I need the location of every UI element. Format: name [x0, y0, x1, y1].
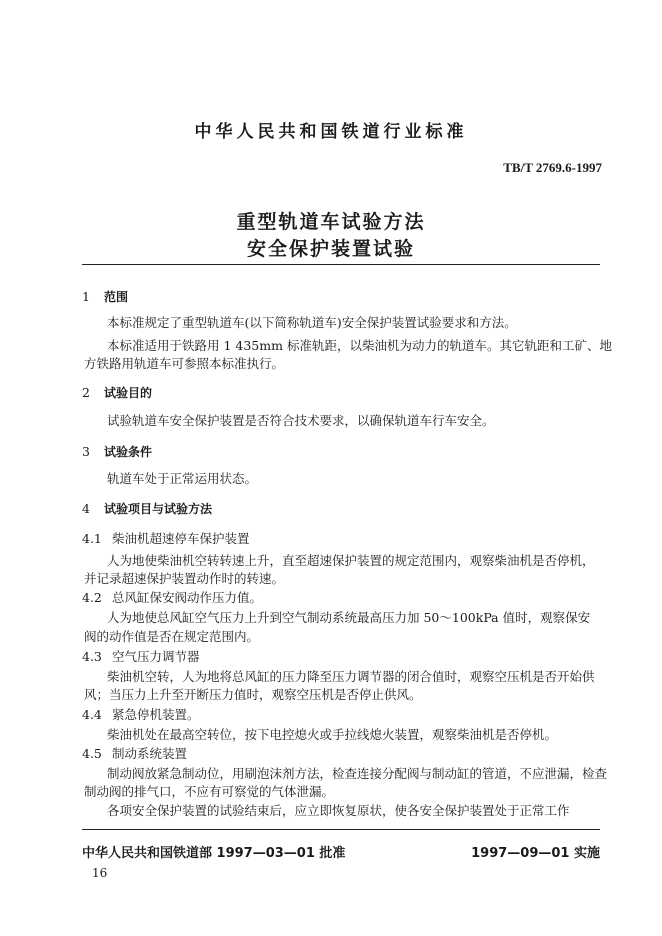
section-label: 试验目的 [104, 386, 153, 400]
paragraph: 方铁路用轨道车可参照本标准执行。 [84, 356, 285, 371]
paragraph: 阀的动作值是否在规定范围内。 [84, 629, 260, 644]
paragraph: 轨道车处于正常运用状态。 [107, 471, 258, 486]
paragraph: 本标准适用于铁路用 1 435mm 标准轨距，以柴油机为动力的轨道车。其它轨距和工矿、地 [107, 338, 612, 353]
paragraph: 制动阀的排气口，不应有可察觉的气体泄漏。 [84, 784, 335, 799]
section-4-heading [82, 502, 212, 516]
implementation-date: 1997—09—01 实施 [471, 846, 600, 861]
section-number: 3 [82, 444, 90, 459]
subsection-label: 制动系统装置 [112, 746, 188, 761]
section-2-heading [82, 386, 152, 400]
paragraph: 本标准规定了重型轨道车(以下简称轨道车)安全保护装置试验要求和方法。 [107, 315, 517, 330]
paragraph: 制动阀放紧急制动位，用刷泡沫剂方法，检查连接分配阀与制动缸的管道，不应泄漏，检查 [107, 766, 608, 781]
section-label: 试验条件 [104, 445, 153, 459]
section-number: 1 [82, 289, 90, 304]
subsection-number: 4.3 [82, 649, 102, 664]
subsection-4-5-heading [82, 747, 187, 761]
paragraph: 柴油机空转，人为地将总风缸的压力降至压力调节器的闭合值时，观察空压机是否开始供 [107, 669, 595, 684]
subsection-4-1-heading [82, 532, 250, 546]
section-number: 4 [82, 501, 90, 516]
subsection-label: 空气压力调节器 [112, 649, 200, 664]
subsection-number: 4.1 [82, 531, 102, 546]
subsection-number: 4.5 [82, 746, 102, 761]
section-label: 试验项目与试验方法 [104, 502, 213, 516]
subsection-4-4-heading [82, 708, 200, 722]
subsection-4-2-heading [82, 591, 262, 605]
paragraph: 风；当压力上升至开断压力值时，观察空压机是否停止供风。 [84, 687, 422, 702]
subsection-number: 4.4 [82, 707, 102, 722]
section-1-heading [82, 290, 128, 304]
paragraph: 并记录超速保护装置动作时的转速。 [84, 571, 285, 586]
section-number: 2 [82, 385, 90, 400]
subsection-label: 紧急停机装置。 [112, 707, 200, 722]
page-number: 16 [92, 866, 108, 880]
paragraph: 柴油机处在最高空转位，按下电控熄火或手拉线熄火装置，观察柴油机是否停机。 [107, 727, 558, 742]
subsection-number: 4.2 [82, 590, 102, 605]
title-rule [82, 264, 600, 265]
paragraph: 试验轨道车安全保护装置是否符合技术要求，以确保轨道车行车安全。 [107, 413, 495, 428]
section-label: 范围 [104, 290, 129, 304]
document-title: 重型轨道车试验方法 [236, 211, 426, 233]
subsection-label: 总风缸保安阀动作压力值。 [112, 590, 263, 605]
issuing-authority-header: 中华人民共和国铁道行业标准 [194, 122, 468, 142]
paragraph: 人为地使柴油机空转转速上升，直至超速保护装置的规定范围内，观察柴油机是否停机， [107, 553, 595, 568]
document-subtitle: 安全保护装置试验 [246, 238, 415, 260]
subsection-label: 柴油机超速停车保护装置 [112, 531, 250, 546]
approval-line: 中华人民共和国铁道部 1997—03—01 批准 [82, 846, 346, 861]
standard-code: TB/T 2769.6-1997 [503, 160, 602, 175]
paragraph: 人为地使总风缸空气压力上升到空气制动系统最高压力加 50～100kPa 值时，观察保安 [107, 610, 591, 625]
footer-rule [82, 829, 600, 830]
section-3-heading [82, 445, 152, 459]
paragraph: 各项安全保护装置的试验结束后，应立即恢复原状，使各安全保护装置处于正常工作 [107, 803, 570, 818]
subsection-4-3-heading [82, 650, 200, 664]
